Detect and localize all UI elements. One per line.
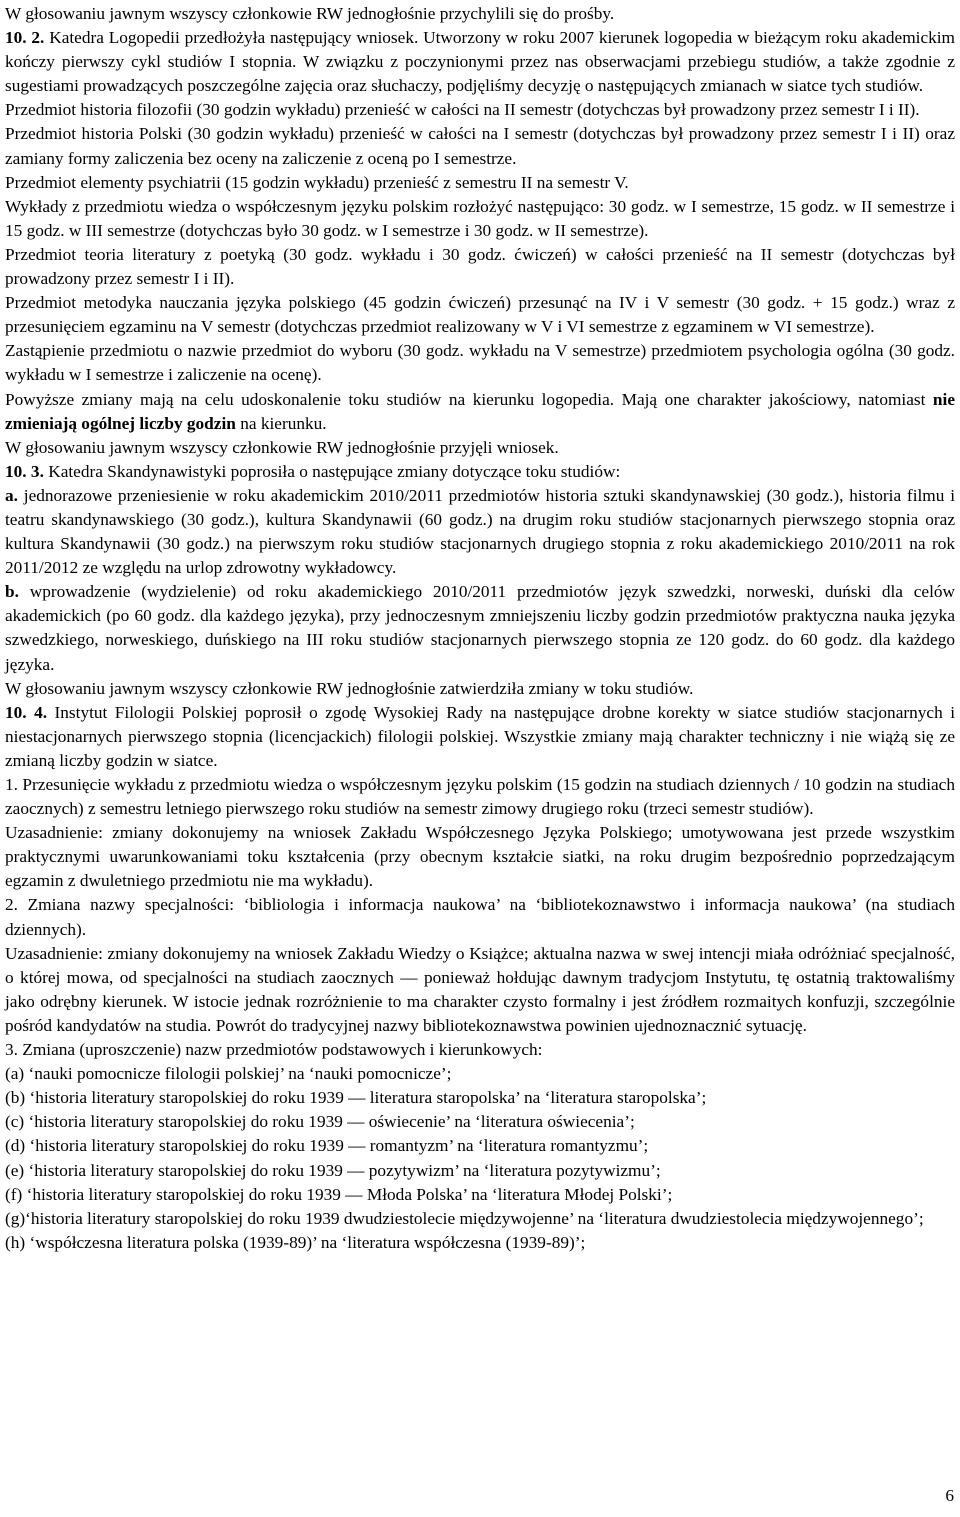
paragraph bbox=[5, 580, 955, 676]
paragraph-text: Przedmiot teoria literatury z poetyką (30 godz. wykładu i 30 godz. ćwiczeń) w całości przenieść na II semestr (dotychczas był prowadzony przez semestr I i II). bbox=[5, 244, 955, 289]
paragraph-text: Katedra Logopedii przedłożyła następujący wniosek. Utworzony w roku 2007 kierunek logopedia w bieżącym roku akademickim kończy pierwszy cykl studiów I stopnia. W związku z poczynionymi przez nas obserwacjami przebiegu studiów, a także zgodnie z sugestiami prowadzących poszczególne zajęcia oraz słuchaczy, podjęliśmy decyzję o następujących zmianach w siatce tych studiów. bbox=[5, 28, 956, 96]
paragraph bbox=[5, 821, 955, 893]
paragraph-text: 2. Zmiana nazwy specjalności: ‘bibliologia i informacja naukowa’ na ‘bibliotekoznawstwo i informacja naukowa’ (na studiach dziennych). bbox=[5, 895, 955, 939]
paragraph bbox=[5, 388, 955, 436]
paragraph-label: 10. 4. bbox=[5, 702, 48, 722]
paragraph-text: Wykłady z przedmiotu wiedza o współczesnym języku polskim rozłożyć następująco: 30 godz. w I semestrze, 15 godz. w II semestrze i 15 godz. w III semestrze (dotychczas było 30 godz. w I semestrze i 30 godz. w II semestrze). bbox=[5, 196, 955, 240]
paragraph bbox=[5, 1038, 955, 1062]
paragraph bbox=[5, 195, 955, 243]
paragraph bbox=[5, 171, 955, 195]
paragraph-text: (g)‘historia literatury staropolskiej do roku 1939 dwudziestolecie międzywojenne’ na ‘literatura dwudziestolecia międzywojennego’; bbox=[5, 1208, 924, 1228]
paragraph-text: (h) ‘współczesna literatura polska (1939-89)’ na ‘literatura współczesna (1939-89)’; bbox=[5, 1232, 586, 1252]
paragraph bbox=[5, 677, 955, 701]
paragraph-text: 3. Zmiana (uproszczenie) nazw przedmiotów podstawowych i kierunkowych: bbox=[5, 1040, 543, 1060]
page-number: 6 bbox=[945, 1486, 954, 1505]
paragraph-label: a. bbox=[5, 485, 18, 505]
paragraph-label: 10. 2. bbox=[5, 28, 45, 48]
paragraph-text: 1. Przesunięcie wykładu z przedmiotu wiedza o współczesnym języku polskim (15 godzin na studiach dziennych / 10 godzin na studiach zaocznych) z semestru letniego pierwszego roku studiów na semestr zimowy drugiego roku (trzeci semestr studiów). bbox=[5, 775, 955, 819]
paragraph-text: W głosowaniu jawnym wszyscy członkowie RW jednogłośnie przychylili się do prośby. bbox=[5, 4, 615, 23]
paragraph-text: Zastąpienie przedmiotu o nazwie przedmiot do wyboru (30 godz. wykładu na V semestrze) przedmiotem psychologia ogólna (30 godz. wykładu w I semestrze i zaliczenie na ocenę). bbox=[5, 341, 955, 385]
paragraph-label: b. bbox=[5, 582, 19, 602]
paragraph-text: Przedmiot historia filozofii (30 godzin wykładu) przenieść w całości na II semestr (dotychczas był prowadzony przez semestr I i II). bbox=[5, 100, 920, 120]
paragraph bbox=[5, 291, 955, 339]
paragraph-text: Katedra Skandynawistyki poprosiła o następujące zmiany dotyczące toku studiów: bbox=[43, 461, 621, 481]
paragraph-text: Przedmiot metodyka nauczania języka polskiego (45 godzin ćwiczeń) przesunąć na IV i V semestr (30 godz. + 15 godz.) wraz z przesunięciem egzaminu na V semestr (dotychczas przedmiot realizowany w V i VI semestrze z egzaminem w VI semestrze). bbox=[5, 293, 955, 337]
paragraph bbox=[5, 436, 955, 460]
paragraph-text: Uzasadnienie: zmiany dokonujemy na wniosek Zakładu Współczesnego Języka Polskiego; umotywowana jest przede wszystkim praktycznymi uwarunkowaniami toku kształcenia (przy obecnym kształcie siatki, na roku drugim bezpośrednio poprzedzającym egzamin z dwuletniego przedmiotu nie ma wykładu). bbox=[5, 823, 955, 891]
paragraph-text: (b) ‘historia literatury staropolskiej do roku 1939 — literatura staropolska’ na ‘literatura staropolska’; bbox=[5, 1088, 707, 1108]
paragraph bbox=[5, 26, 955, 98]
paragraph-text: (a) ‘nauki pomocnicze filologii polskiej’ na ‘nauki pomocnicze’; bbox=[5, 1064, 452, 1084]
paragraph-text: Przedmiot historia Polski (30 godzin wykładu) przenieść w całości na I semestr (dotychczas był prowadzony przez semestr I i II) oraz zamiany formy zaliczenia bez oceny na zaliczenie z oceną po I semestrze. bbox=[5, 124, 955, 168]
paragraph bbox=[5, 1062, 955, 1086]
paragraph-text: (c) ‘historia literatury staropolskiej do roku 1939 — oświecenie’ na ‘literatura oświecenia’; bbox=[5, 1112, 635, 1132]
paragraph bbox=[5, 98, 955, 122]
paragraph bbox=[5, 122, 955, 170]
paragraph-text: Uzasadnienie: zmiany dokonujemy na wniosek Zakładu Wiedzy o Książce; aktualna nazwa w swej intencji miała odróżniać specjalność, o której mowa, od specjalności na studiach zaocznych — ponieważ hołdując dawnym tradycjom Instytutu, tę ostatnią traktowaliśmy jako odrębny kierunek. W istocie jednak rozróżnienie to ma charakter czysto formalny i jest źródłem rozmaitych konfuzji, szczególnie pośród kandydatów na studia. Powrót do tradycyjnej nazwy bibliotekoznawstwa powinien ujednoznacznić sytuację. bbox=[5, 943, 955, 1035]
paragraph-text: jednorazowe przeniesienie w roku akademickim 2010/2011 przedmiotów historia sztuki skandynawskiej (30 godz.), historia filmu i teatru skandynawskiego (30 godz.), kultura Skandynawii (60 godz.) na drugim roku studiów stacjonarnych pierwszego stopnia oraz kultura Skandynawii (30 godz.) na pierwszym roku studiów stacjonarnych drugiego stopnia z roku akademickiego 2010/2011 na rok 2011/2012 ze względu na urlop zdrowotny wykładowcy. bbox=[5, 485, 955, 578]
paragraph bbox=[5, 1183, 955, 1207]
paragraph-text-after: na kierunku. bbox=[235, 413, 327, 433]
document-body bbox=[5, 2, 955, 1255]
paragraph bbox=[5, 893, 955, 941]
paragraph-text: (f) ‘historia literatury staropolskiej do roku 1939 — Młoda Polska’ na ‘literatura Młodej Polski’; bbox=[5, 1184, 673, 1204]
paragraph-text: W głosowaniu jawnym wszyscy członkowie RW jednogłośnie zatwierdziła zmiany w toku studiów. bbox=[5, 678, 694, 698]
paragraph bbox=[5, 460, 955, 484]
paragraph bbox=[5, 339, 955, 387]
paragraph bbox=[5, 942, 955, 1038]
paragraph-text: Przedmiot elementy psychiatrii (15 godzin wykładu) przenieść z semestru II na semestr V. bbox=[5, 172, 629, 192]
paragraph bbox=[5, 1134, 955, 1158]
paragraph-text: W głosowaniu jawnym wszyscy członkowie RW jednogłośnie przyjęli wniosek. bbox=[5, 437, 559, 457]
paragraph bbox=[5, 2, 955, 26]
paragraph bbox=[5, 773, 955, 821]
paragraph-text: wprowadzenie (wydzielenie) od roku akademickiego 2010/2011 przedmiotów język szwedzki, norweski, duński dla celów akademickich (po 60 godz. dla każdego języka), przy jednoczesnym zmniejszeniu liczby godzin przedmiotów praktyczna nauka języka szwedzkiego, norweskiego, duńskiego na III roku studiów stacjonarnych pierwszego stopnia ze 120 godz. do 60 godz. dla każdego języka. bbox=[5, 582, 955, 674]
paragraph-label: 10. 3. bbox=[5, 461, 44, 481]
paragraph-text: Powyższe zmiany mają na celu udoskonalenie toku studiów na kierunku logopedia. Mają one charakter jakościowy, natomiast bbox=[5, 389, 933, 409]
paragraph bbox=[5, 1110, 955, 1134]
paragraph bbox=[5, 1207, 955, 1231]
paragraph-text: Instytut Filologii Polskiej poprosił o zgodę Wysokiej Rady na następujące drobne korekty w siatce studiów stacjonarnych i niestacjonarnych pierwszego stopnia (licencjackich) filologii polskiej. Wszystkie zmiany mają charakter techniczny i nie wiążą się ze zmianą liczby godzin w siatce. bbox=[5, 702, 955, 770]
paragraph bbox=[5, 243, 955, 291]
paragraph-text: (d) ‘historia literatury staropolskiej do roku 1939 — romantyzm’ na ‘literatura romantyzmu’; bbox=[5, 1136, 649, 1156]
paragraph bbox=[5, 484, 955, 580]
paragraph bbox=[5, 701, 955, 773]
paragraph bbox=[5, 1159, 955, 1183]
emphasis-text: nie zmieniają ogólnej liczby godzin bbox=[5, 389, 955, 433]
paragraph bbox=[5, 1086, 955, 1110]
paragraph-text: (e) ‘historia literatury staropolskiej do roku 1939 — pozytywizm’ na ‘literatura pozytywizmu’; bbox=[5, 1160, 661, 1180]
paragraph bbox=[5, 1231, 955, 1255]
